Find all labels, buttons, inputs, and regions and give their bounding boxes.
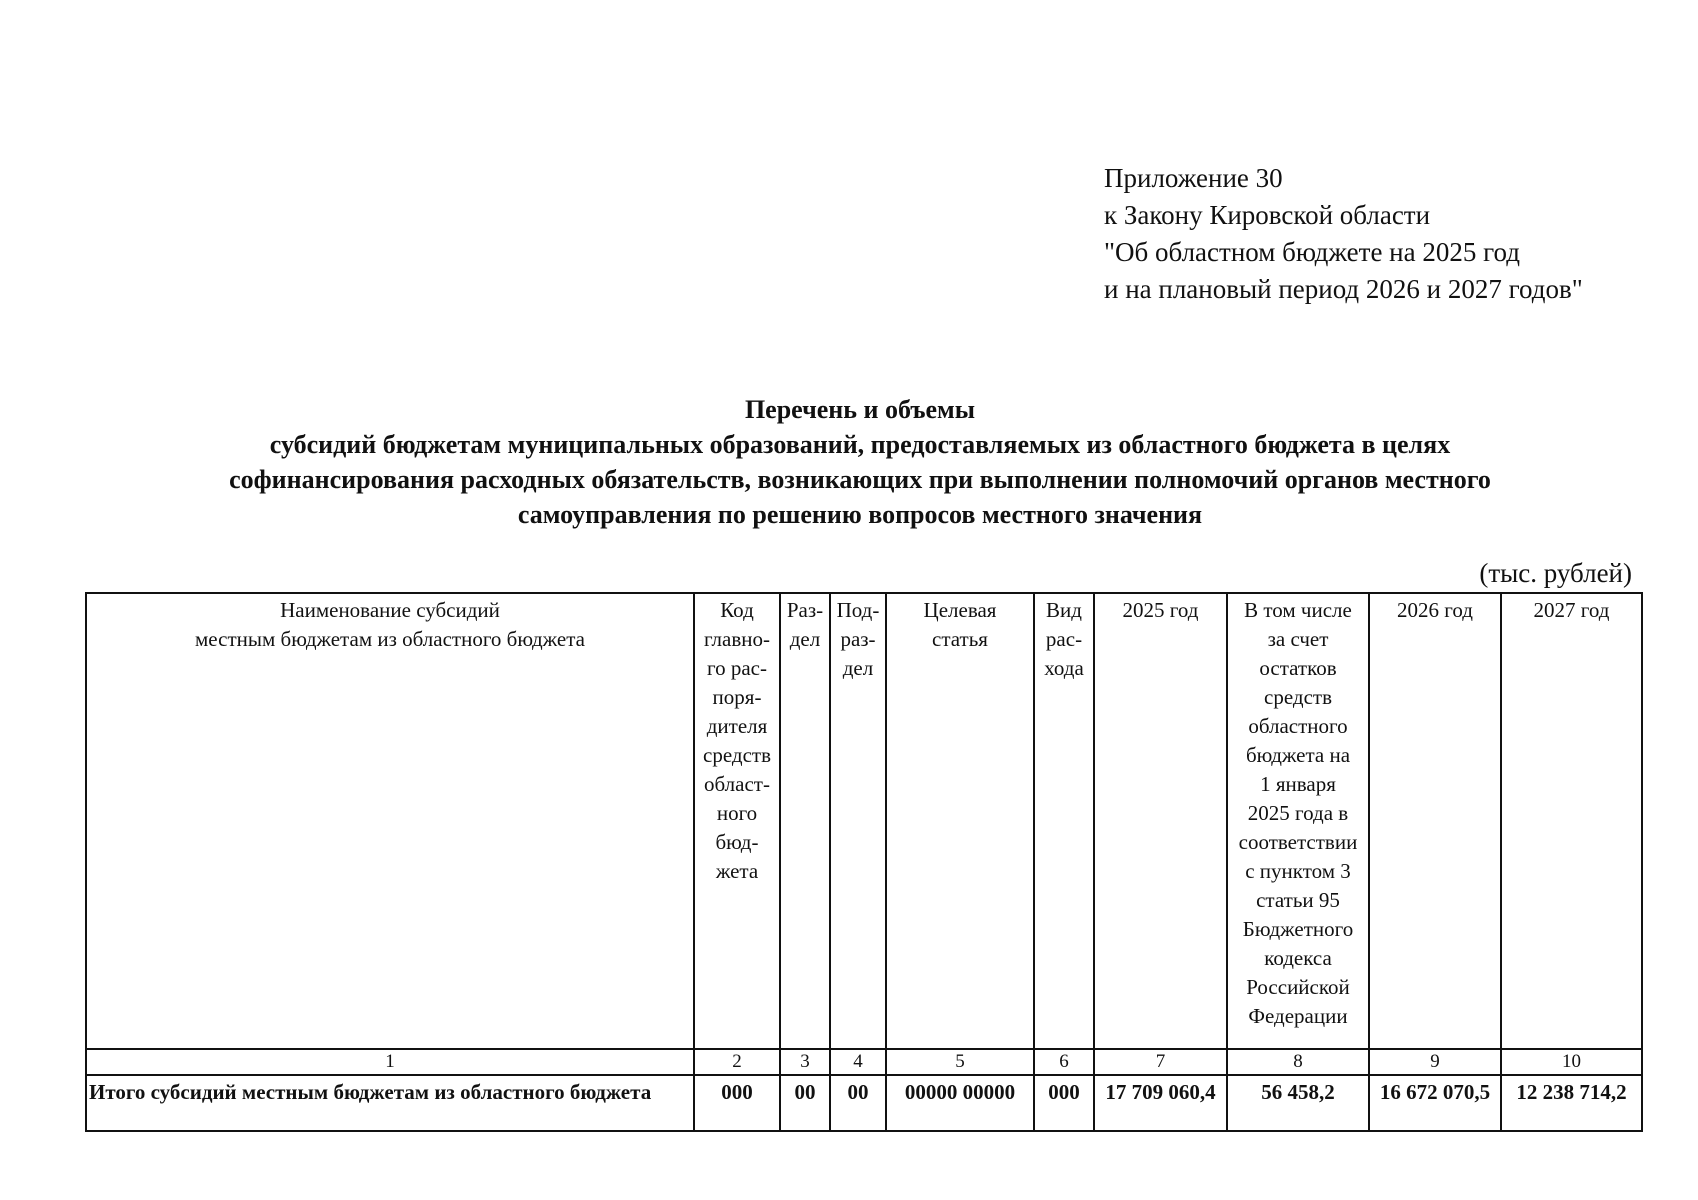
header-line: средств <box>1264 685 1332 709</box>
header-line: Бюджетного <box>1242 917 1354 941</box>
document-title <box>80 392 1640 532</box>
total-subsection: 00 <box>830 1075 886 1131</box>
header-line: Федерации <box>1248 1004 1348 1028</box>
header-line: жета <box>715 859 759 883</box>
header-line: раз- <box>840 627 876 651</box>
header-line: соответствии <box>1238 830 1358 854</box>
header-line: дел <box>789 627 821 651</box>
title-line-4: самоуправления по решению вопросов местного значения <box>517 500 1203 529</box>
total-target-article: 00000 00000 <box>886 1075 1034 1131</box>
header-2027 <box>1501 593 1642 1049</box>
header-line: статья <box>932 627 988 651</box>
total-row <box>86 1075 1642 1131</box>
total-2025: 17 709 060,4 <box>1094 1075 1227 1131</box>
header-line: Вид <box>1046 598 1082 622</box>
header-code <box>694 593 780 1049</box>
total-code: 000 <box>694 1075 780 1131</box>
header-2025 <box>1094 593 1227 1049</box>
header-line: Российской <box>1246 975 1350 999</box>
total-2026: 16 672 070,5 <box>1369 1075 1501 1131</box>
header-line: за счет <box>1267 627 1329 651</box>
header-row <box>86 593 1642 1049</box>
header-line: дел <box>842 656 874 680</box>
header-section <box>780 593 830 1049</box>
column-number-row <box>86 1049 1642 1075</box>
header-2026 <box>1369 593 1501 1049</box>
header-line: Раз- <box>786 598 824 622</box>
title-line-3: софинансирования расходных обязательств, возникающих при выполнении полномочий органов местного <box>229 465 1491 494</box>
header-line: област- <box>704 772 770 796</box>
title-line-1: Перечень и объемы <box>744 395 976 424</box>
column-number: 6 <box>1034 1049 1094 1075</box>
header-line: хода <box>1044 656 1084 680</box>
total-section: 00 <box>780 1075 830 1131</box>
header-line: дителя <box>706 714 768 738</box>
column-number: 7 <box>1094 1049 1227 1075</box>
header-line: 2025 год <box>1122 598 1199 622</box>
column-number: 5 <box>886 1049 1034 1075</box>
header-line: Код <box>720 598 754 622</box>
column-number: 9 <box>1369 1049 1501 1075</box>
appendix-line-2: к Закону Кировской области <box>1104 200 1431 230</box>
header-line: областного <box>1248 714 1348 738</box>
header-line: бюджета на <box>1245 743 1351 767</box>
header-incl-remainders <box>1227 593 1369 1049</box>
header-line: ного <box>716 801 758 825</box>
header-line: Под- <box>836 598 880 622</box>
header-line: местным бюджетам из областного бюджета <box>195 627 585 651</box>
appendix-line-3: "Об областном бюджете на 2025 год <box>1104 237 1520 267</box>
header-target-article <box>886 593 1034 1049</box>
header-line: го рас- <box>707 656 767 680</box>
header-subsection <box>830 593 886 1049</box>
header-line: бюд- <box>715 830 759 854</box>
units-label: (тыс. рублей) <box>1479 558 1632 588</box>
appendix-line-1: Приложение 30 <box>1104 163 1283 193</box>
column-number: 3 <box>780 1049 830 1075</box>
header-line: Наименование субсидий <box>280 598 500 622</box>
column-number: 4 <box>830 1049 886 1075</box>
header-line: кодекса <box>1264 946 1332 970</box>
column-number: 1 <box>86 1049 694 1075</box>
column-number: 10 <box>1501 1049 1642 1075</box>
header-line: 2026 год <box>1397 598 1473 622</box>
header-line: 2025 года в <box>1247 801 1349 825</box>
header-line: статьи 95 <box>1256 888 1340 912</box>
column-number: 2 <box>694 1049 780 1075</box>
header-line: 2027 год <box>1533 598 1610 622</box>
header-name <box>86 593 694 1049</box>
column-number: 8 <box>1227 1049 1369 1075</box>
total-name: Итого субсидий местным бюджетам из областного бюджета <box>86 1075 694 1131</box>
total-expense-type: 000 <box>1034 1075 1094 1131</box>
appendix-line-4: и на плановый период 2026 и 2027 годов" <box>1104 274 1583 304</box>
header-line: остатков <box>1259 656 1337 680</box>
header-line: 1 января <box>1260 772 1336 796</box>
header-line: главно- <box>704 627 770 651</box>
header-expense-type <box>1034 593 1094 1049</box>
header-line: В том числе <box>1244 598 1352 622</box>
subsidies-table <box>85 592 1643 1132</box>
title-line-2: субсидий бюджетам муниципальных образований, предоставляемых из областного бюджета в целях <box>269 430 1451 459</box>
header-line: с пунктом 3 <box>1245 859 1351 883</box>
header-line: рас- <box>1045 627 1083 651</box>
total-incl-remainders: 56 458,2 <box>1227 1075 1369 1131</box>
total-2027: 12 238 714,2 <box>1501 1075 1642 1131</box>
appendix-block <box>1104 160 1583 308</box>
header-line: средств <box>703 743 771 767</box>
header-line: поря- <box>712 685 762 709</box>
header-line: Целевая <box>923 598 997 622</box>
